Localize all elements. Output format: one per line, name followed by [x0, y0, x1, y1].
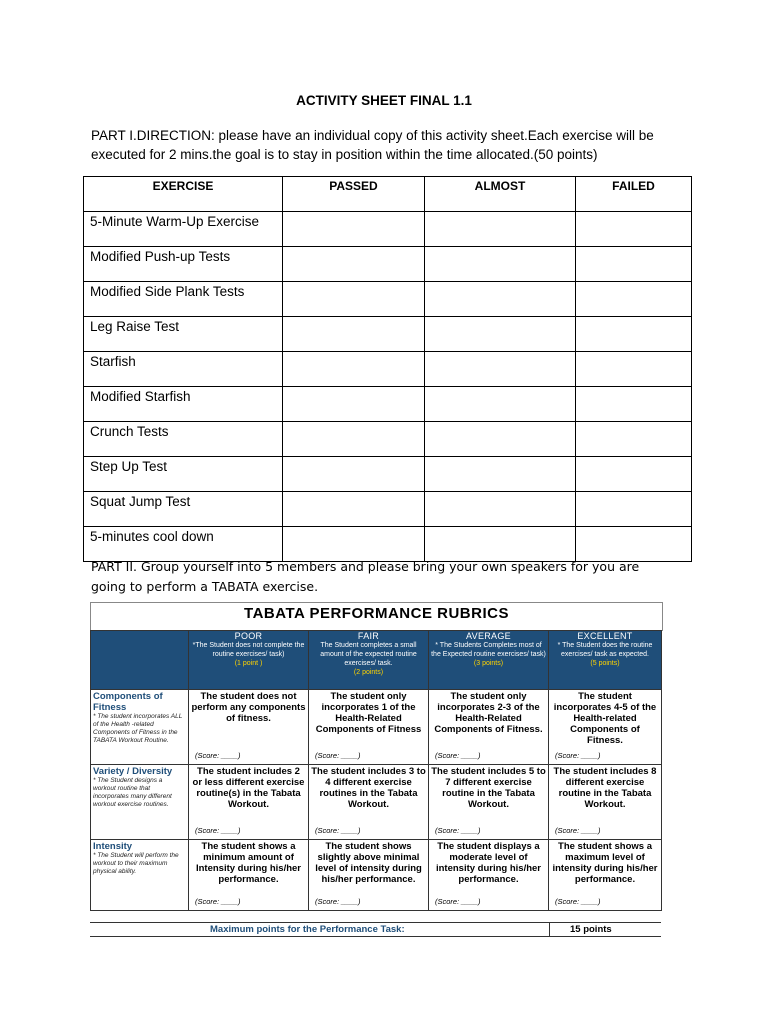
failed-cell[interactable] — [576, 282, 692, 317]
rubric-cell — [429, 690, 549, 765]
almost-cell[interactable] — [425, 422, 576, 457]
page-title: ACTIVITY SHEET FINAL 1.1 — [296, 93, 472, 108]
score-field[interactable]: (Score: ____) — [195, 897, 241, 906]
failed-cell[interactable] — [576, 352, 692, 387]
cell-text: The student displays a moderate level of intensity during his/her performance. — [435, 841, 542, 885]
rubric-footer — [90, 922, 661, 937]
cell-text: The student includes 5 to 7 different exercise routine in the Tabata Workout. — [431, 766, 546, 810]
header-failed: FAILED — [576, 177, 692, 212]
level-points: (5 points) — [590, 660, 620, 667]
criterion-desc: * The Student will perform the workout to their maximum physical ability. — [93, 852, 179, 875]
cell-text: The student does not perform any components of fitness. — [191, 691, 306, 724]
rubric-cell — [549, 690, 662, 765]
score-field[interactable]: (Score: ____) — [195, 751, 241, 760]
table-row — [84, 387, 692, 422]
exercise-name: Modified Starfish — [84, 387, 283, 422]
rubric-cell — [429, 840, 549, 911]
almost-cell[interactable] — [425, 352, 576, 387]
failed-cell[interactable] — [576, 387, 692, 422]
level-desc: * The Students Completes most of the Expected routine exercises/ task) — [431, 642, 546, 658]
criterion-name: Intensity — [93, 841, 133, 852]
exercise-name: Crunch Tests — [84, 422, 283, 457]
table-row — [84, 317, 692, 352]
rubric-row — [91, 840, 662, 911]
almost-cell[interactable] — [425, 317, 576, 352]
rubric-row — [91, 765, 662, 840]
level-name: POOR — [234, 631, 263, 641]
failed-cell[interactable] — [576, 457, 692, 492]
failed-cell[interactable] — [576, 212, 692, 247]
criterion-name: Components of Fitness — [93, 691, 163, 713]
table-row — [84, 212, 692, 247]
max-points-label: Maximum points for the Performance Task: — [210, 924, 405, 935]
rubric-cell — [189, 765, 309, 840]
score-field[interactable]: (Score: ____) — [315, 897, 361, 906]
score-field[interactable]: (Score: ____) — [555, 826, 601, 835]
part1-direction: PART I.DIRECTION: please have an individual copy of this activity sheet.Each exercise will be executed for 2 mins.the goal is to stay in position within the time allocated.(50 points) — [91, 128, 654, 162]
max-points-value: 15 points — [570, 924, 612, 935]
score-field[interactable]: (Score: ____) — [435, 897, 481, 906]
almost-cell[interactable] — [425, 457, 576, 492]
passed-cell[interactable] — [283, 352, 425, 387]
score-field[interactable]: (Score: ____) — [435, 826, 481, 835]
criterion-name: Variety / Diversity — [93, 766, 173, 777]
cell-text: The student only incorporates 2-3 of the Health-Related Components of Fitness. — [434, 691, 543, 735]
cell-text: The student shows a maximum level of intensity during his/her performance. — [552, 841, 658, 885]
table-row — [84, 352, 692, 387]
score-field[interactable]: (Score: ____) — [315, 751, 361, 760]
table-row — [84, 282, 692, 317]
almost-cell[interactable] — [425, 247, 576, 282]
exercise-name: Step Up Test — [84, 457, 283, 492]
passed-cell[interactable] — [283, 387, 425, 422]
failed-cell[interactable] — [576, 422, 692, 457]
passed-cell[interactable] — [283, 317, 425, 352]
header-passed: PASSED — [283, 177, 425, 212]
rubric-row — [91, 690, 662, 765]
level-name: EXCELLENT — [577, 631, 633, 641]
criterion-cell — [91, 765, 189, 840]
rubric-cell — [549, 840, 662, 911]
passed-cell[interactable] — [283, 212, 425, 247]
cell-text: The student incorporates 4-5 of the Health-related Components of Fitness. — [553, 691, 657, 746]
table-row — [84, 492, 692, 527]
almost-cell[interactable] — [425, 492, 576, 527]
rubric-corner — [91, 631, 189, 690]
table-row — [84, 457, 692, 492]
rubric-cell — [309, 840, 429, 911]
score-field[interactable]: (Score: ____) — [555, 897, 601, 906]
level-desc: *The Student does not complete the routine exercises/ task) — [192, 642, 305, 658]
level-points: (2 points) — [353, 669, 384, 676]
passed-cell[interactable] — [283, 492, 425, 527]
passed-cell[interactable] — [283, 282, 425, 317]
criterion-cell — [91, 840, 189, 911]
cell-text: The student only incorporates 1 of the Health-Related Components of Fitness — [315, 691, 422, 735]
level-fair — [309, 631, 429, 690]
passed-cell[interactable] — [283, 457, 425, 492]
score-field[interactable]: (Score: ____) — [555, 751, 601, 760]
rubric-cell — [549, 765, 662, 840]
table-row — [84, 422, 692, 457]
cell-text: The student shows slightly above minimal level of intensity during his/her performance. — [315, 841, 422, 885]
failed-cell[interactable] — [576, 247, 692, 282]
rubric-cell — [189, 690, 309, 765]
level-name: FAIR — [357, 631, 380, 641]
exercise-name: Leg Raise Test — [84, 317, 283, 352]
level-excellent — [549, 631, 662, 690]
level-points: (1 point ) — [234, 660, 263, 667]
level-desc: * The Student does the routine exercises/ task as expected. — [557, 642, 653, 658]
exercise-name: Modified Side Plank Tests — [84, 282, 283, 317]
passed-cell[interactable] — [283, 247, 425, 282]
passed-cell[interactable] — [283, 422, 425, 457]
score-field[interactable]: (Score: ____) — [435, 751, 481, 760]
criterion-cell — [91, 690, 189, 765]
header-exercise: EXERCISE — [84, 177, 283, 212]
rubric-table — [90, 630, 662, 911]
almost-cell[interactable] — [425, 282, 576, 317]
table-header-row — [84, 177, 692, 212]
rubric-cell — [429, 765, 549, 840]
cell-text: The student includes 3 to 4 different exercise routines in the Tabata Workout. — [311, 766, 426, 810]
score-field[interactable]: (Score: ____) — [315, 826, 361, 835]
failed-cell[interactable] — [576, 317, 692, 352]
exercise-name: Squat Jump Test — [84, 492, 283, 527]
rubric-cell — [189, 840, 309, 911]
exercise-name: Modified Push-up Tests — [84, 247, 283, 282]
level-average — [429, 631, 549, 690]
level-points: (3 points) — [473, 660, 504, 667]
footer-divider — [549, 923, 550, 936]
level-desc: The Student completes a small amount of the expected routine exercises/ task. — [320, 642, 417, 667]
score-field[interactable]: (Score: ____) — [195, 826, 241, 835]
exercise-name: 5-minutes cool down — [84, 527, 283, 562]
rubric-title: TABATA PERFORMANCE RUBRICS — [90, 602, 663, 631]
cell-text: The student includes 8 different exercise routine in the Tabata Workout. — [553, 766, 657, 810]
exercise-name: Starfish — [84, 352, 283, 387]
criterion-desc: * The Student designs a workout routine that incorporates many different workout exercise routines. — [93, 777, 172, 808]
rubric-header-row — [91, 631, 662, 690]
tabata-rubric — [90, 602, 661, 936]
almost-cell[interactable] — [425, 387, 576, 422]
failed-cell[interactable] — [576, 492, 692, 527]
level-name: AVERAGE — [466, 631, 511, 641]
header-almost: ALMOST — [425, 177, 576, 212]
cell-text: The student shows a minimum amount of Intensity during his/her performance. — [195, 841, 302, 885]
level-poor — [189, 631, 309, 690]
table-row — [84, 247, 692, 282]
criterion-desc: * The student incorporates ALL of the Health -related Components of Fitness in the TABATA Workout Routine. — [93, 713, 183, 744]
rubric-cell — [309, 765, 429, 840]
almost-cell[interactable] — [425, 212, 576, 247]
cell-text: The student includes 2 or less different exercise routine(s) in the Tabata Workout. — [192, 766, 305, 810]
rubric-cell — [309, 690, 429, 765]
part2-direction: PART II. Group yourself into 5 members and please bring your own speakers for you are going to perform a TABATA exercise. — [91, 559, 640, 594]
exercise-name: 5-Minute Warm-Up Exercise — [84, 212, 283, 247]
exercise-table — [83, 176, 692, 562]
